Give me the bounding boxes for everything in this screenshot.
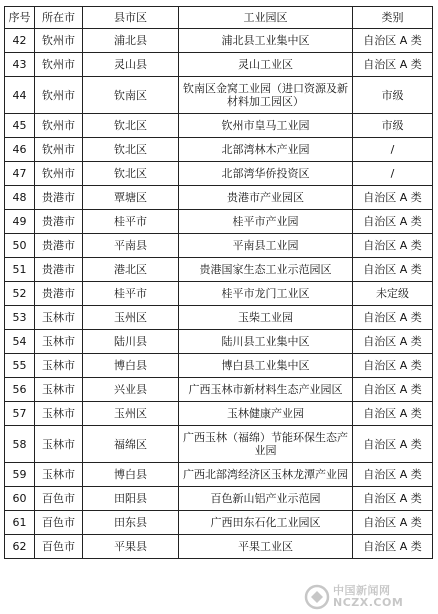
cell-county: 田东县 <box>83 511 179 535</box>
cell-city: 钦州市 <box>35 53 83 77</box>
cell-park: 桂平市龙门工业区 <box>179 282 353 306</box>
table-row <box>5 210 433 234</box>
cell-county: 桂平市 <box>83 210 179 234</box>
cell-county: 桂平市 <box>83 282 179 306</box>
cell-category: 自治区 A 类 <box>353 29 433 53</box>
cell-park: 博白县工业集中区 <box>179 354 353 378</box>
cell-category: 自治区 A 类 <box>353 306 433 330</box>
cell-category: 未定级 <box>353 282 433 306</box>
table-row <box>5 426 433 463</box>
cell-category: 自治区 A 类 <box>353 402 433 426</box>
table-row <box>5 234 433 258</box>
cell-category: 自治区 A 类 <box>353 258 433 282</box>
cell-city: 百色市 <box>35 511 83 535</box>
cell-park: 北部湾华侨投资区 <box>179 162 353 186</box>
cell-category: 自治区 A 类 <box>353 535 433 559</box>
header-city: 所在市 <box>35 7 83 29</box>
cell-park: 百色新山铝产业示范园 <box>179 487 353 511</box>
cell-city: 百色市 <box>35 535 83 559</box>
cell-city: 百色市 <box>35 487 83 511</box>
header-category: 类别 <box>353 7 433 29</box>
cell-city: 玉林市 <box>35 426 83 463</box>
cell-park: 平南县工业园 <box>179 234 353 258</box>
cell-category: 自治区 A 类 <box>353 378 433 402</box>
cell-city: 玉林市 <box>35 402 83 426</box>
cell-county: 平果县 <box>83 535 179 559</box>
table-row <box>5 53 433 77</box>
table-row <box>5 114 433 138</box>
table-row <box>5 29 433 53</box>
cell-city: 钦州市 <box>35 138 83 162</box>
table-row <box>5 402 433 426</box>
table-row <box>5 186 433 210</box>
cell-index: 44 <box>5 77 35 114</box>
cell-index: 43 <box>5 53 35 77</box>
cell-index: 61 <box>5 511 35 535</box>
cell-index: 60 <box>5 487 35 511</box>
cell-park: 广西田东石化工业园区 <box>179 511 353 535</box>
cell-county: 玉州区 <box>83 402 179 426</box>
cell-park: 玉林健康产业园 <box>179 402 353 426</box>
cell-park: 灵山工业区 <box>179 53 353 77</box>
table-row <box>5 487 433 511</box>
cell-park: 桂平市产业园 <box>179 210 353 234</box>
cell-city: 玉林市 <box>35 378 83 402</box>
cell-park: 北部湾林木产业园 <box>179 138 353 162</box>
cell-county: 浦北县 <box>83 29 179 53</box>
table-row <box>5 511 433 535</box>
cell-index: 54 <box>5 330 35 354</box>
cell-park: 浦北县工业集中区 <box>179 29 353 53</box>
cell-park: 广西玉林（福绵）节能环保生态产业园 <box>179 426 353 463</box>
cell-county: 兴业县 <box>83 378 179 402</box>
cell-index: 48 <box>5 186 35 210</box>
cell-city: 贵港市 <box>35 282 83 306</box>
cell-index: 55 <box>5 354 35 378</box>
cell-category: 市级 <box>353 114 433 138</box>
cell-index: 56 <box>5 378 35 402</box>
cell-park: 陆川县工业集中区 <box>179 330 353 354</box>
cell-county: 钦北区 <box>83 138 179 162</box>
cell-county: 玉州区 <box>83 306 179 330</box>
cell-county: 覃塘区 <box>83 186 179 210</box>
cell-park: 钦州市皇马工业园 <box>179 114 353 138</box>
table-row <box>5 330 433 354</box>
cell-index: 58 <box>5 426 35 463</box>
cell-park: 玉柴工业园 <box>179 306 353 330</box>
cell-county: 陆川县 <box>83 330 179 354</box>
cell-index: 46 <box>5 138 35 162</box>
header-index: 序号 <box>5 7 35 29</box>
cell-category: 自治区 A 类 <box>353 354 433 378</box>
cell-category: 市级 <box>353 77 433 114</box>
cell-park: 平果工业区 <box>179 535 353 559</box>
cell-county: 平南县 <box>83 234 179 258</box>
table-row <box>5 354 433 378</box>
cell-county: 港北区 <box>83 258 179 282</box>
cell-category: 自治区 A 类 <box>353 463 433 487</box>
cell-city: 玉林市 <box>35 354 83 378</box>
cell-park: 钦南区金窝工业园（进口资源及新材料加工园区） <box>179 77 353 114</box>
table-row <box>5 282 433 306</box>
cell-city: 钦州市 <box>35 162 83 186</box>
table-row <box>5 535 433 559</box>
cell-city: 贵港市 <box>35 258 83 282</box>
cell-park: 广西玉林市新材料生态产业园区 <box>179 378 353 402</box>
table-row <box>5 378 433 402</box>
cell-county: 博白县 <box>83 463 179 487</box>
cell-index: 59 <box>5 463 35 487</box>
table-row <box>5 258 433 282</box>
cell-city: 玉林市 <box>35 463 83 487</box>
cell-county: 钦北区 <box>83 114 179 138</box>
cell-index: 42 <box>5 29 35 53</box>
cell-index: 49 <box>5 210 35 234</box>
cell-category: 自治区 A 类 <box>353 186 433 210</box>
cell-category: 自治区 A 类 <box>353 511 433 535</box>
cell-category: 自治区 A 类 <box>353 210 433 234</box>
site-watermark <box>304 582 432 612</box>
cell-category: / <box>353 162 433 186</box>
cell-index: 62 <box>5 535 35 559</box>
cell-city: 钦州市 <box>35 77 83 114</box>
cell-county: 钦南区 <box>83 77 179 114</box>
cell-city: 贵港市 <box>35 234 83 258</box>
cell-city: 玉林市 <box>35 306 83 330</box>
cell-category: 自治区 A 类 <box>353 53 433 77</box>
cell-county: 博白县 <box>83 354 179 378</box>
cell-category: / <box>353 138 433 162</box>
cell-category: 自治区 A 类 <box>353 487 433 511</box>
table-row <box>5 77 433 114</box>
cell-city: 钦州市 <box>35 29 83 53</box>
table-row <box>5 463 433 487</box>
header-county: 县市区 <box>83 7 179 29</box>
cell-category: 自治区 A 类 <box>353 330 433 354</box>
cell-category: 自治区 A 类 <box>353 234 433 258</box>
news-logo-icon <box>304 584 330 610</box>
cell-city: 钦州市 <box>35 114 83 138</box>
cell-park: 贵港市产业园区 <box>179 186 353 210</box>
cell-county: 钦北区 <box>83 162 179 186</box>
table-header-row <box>5 7 433 29</box>
cell-index: 47 <box>5 162 35 186</box>
cell-index: 52 <box>5 282 35 306</box>
cell-index: 51 <box>5 258 35 282</box>
cell-city: 玉林市 <box>35 330 83 354</box>
header-park: 工业园区 <box>179 7 353 29</box>
cell-category: 自治区 A 类 <box>353 426 433 463</box>
table-row <box>5 306 433 330</box>
cell-index: 57 <box>5 402 35 426</box>
cell-index: 53 <box>5 306 35 330</box>
cell-park: 广西北部湾经济区玉林龙潭产业园 <box>179 463 353 487</box>
cell-index: 50 <box>5 234 35 258</box>
cell-county: 灵山县 <box>83 53 179 77</box>
cell-city: 贵港市 <box>35 186 83 210</box>
watermark-title: 中国新闻网 <box>333 584 391 597</box>
watermark-domain: NCZX.COM <box>333 596 404 609</box>
cell-index: 45 <box>5 114 35 138</box>
industrial-park-table <box>4 6 433 559</box>
table-row <box>5 138 433 162</box>
cell-city: 贵港市 <box>35 210 83 234</box>
cell-park: 贵港国家生态工业示范园区 <box>179 258 353 282</box>
cell-county: 福绵区 <box>83 426 179 463</box>
cell-county: 田阳县 <box>83 487 179 511</box>
table-row <box>5 162 433 186</box>
